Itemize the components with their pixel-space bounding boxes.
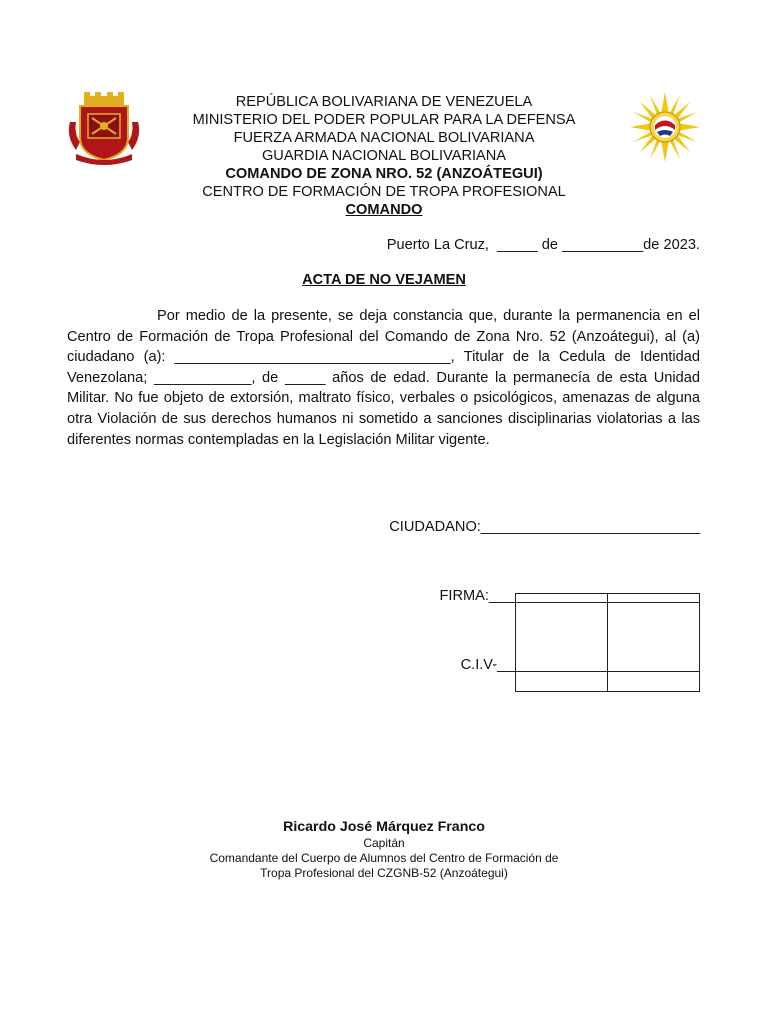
fingerprint-box-right — [607, 594, 699, 691]
sun-star-badge-icon — [630, 92, 700, 162]
signer-role-line1: Comandante del Cuerpo de Alumnos del Centro de Formación de — [209, 851, 559, 865]
header-ministry: MINISTERIO DEL PODER POPULAR PARA LA DEFENSA — [192, 112, 576, 128]
fingerprint-boxes — [515, 593, 700, 692]
header-training-center: CENTRO DE FORMACIÓN DE TROPA PROFESIONAL — [202, 184, 566, 200]
document-body: Por medio de la presente, se deja constancia que, durante la permanencia en el Centro de Formación de Tropa Profesional del Comando de Zona Nro. 52 (Anzoátegui), al (a) ciudadano (a): __________________________________, Titular de la Cedula de Identidad Venezolana; ____________, de _____ años de edad. Durante la permanecía de esta Unidad Militar. No fue objeto de extorsión, maltrato físico, verbales o psicológicos, amenazas de alguna otra Violación de sus derechos humanos ni sometido a sanciones disciplinarias violatorias a las diferentes normas contempladas en la Legislación Militar vigente. — [67, 308, 700, 448]
document-header — [150, 93, 618, 219]
header-republic: REPÚBLICA BOLIVARIANA DE VENEZUELA — [235, 94, 533, 110]
gnb-coat-of-arms-icon — [66, 92, 142, 166]
header-national-guard: GUARDIA NACIONAL BOLIVARIANA — [261, 148, 507, 164]
civ-field: C.I.V-_________________________ — [460, 657, 700, 673]
signer-role-line2: Tropa Profesional del CZGNB-52 (Anzoátegui) — [260, 866, 508, 880]
firma-field: FIRMA:__________________________ — [439, 588, 700, 604]
ciudadano-field: CIUDADANO:___________________________ — [389, 519, 700, 535]
signer-block — [0, 818, 768, 881]
date-line: Puerto La Cruz, _____ de __________de 2023. — [386, 237, 700, 253]
header-zone-command: COMANDO DE ZONA NRO. 52 (ANZOÁTEGUI) — [225, 166, 543, 182]
header-armed-forces: FUERZA ARMADA NACIONAL BOLIVARIANA — [233, 130, 535, 146]
signer-rank: Capitán — [363, 836, 405, 850]
fingerprint-box-left — [516, 594, 607, 691]
signer-name: Ricardo José Márquez Franco — [283, 819, 485, 835]
header-comando: COMANDO — [345, 202, 423, 218]
document-title: ACTA DE NO VEJAMEN — [302, 272, 466, 288]
